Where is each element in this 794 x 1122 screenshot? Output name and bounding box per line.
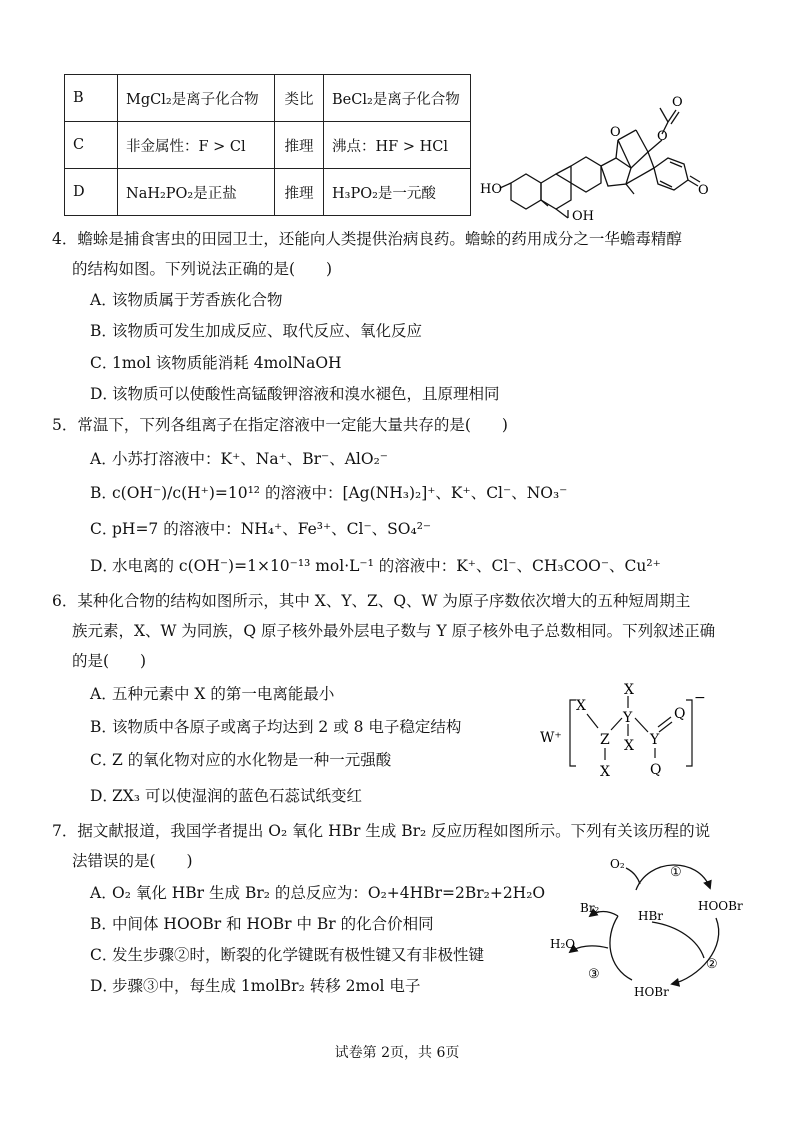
option-text: O₂ 氧化 HBr 生成 Br₂ 的总反应为：O₂+4HBr=2Br₂+2H₂O [112,884,546,902]
q6-stem-line3: 的是( ) [72,652,147,670]
diagram-x-label: X [600,764,610,780]
option-text: 该物质可发生加成反应、取代反应、氧化反应 [112,322,423,340]
q7-option-b[interactable] [90,913,434,935]
diagram-x-label: X [624,682,634,698]
w-cation-label: W⁺ [540,730,562,746]
option-label: B． [90,915,117,933]
q4-option-a[interactable] [90,289,283,311]
table-row [65,75,471,122]
q5-stem: 5．常温下，下列各组离子在指定溶液中一定能大量共存的是( ) [52,416,508,434]
q6-option-d[interactable] [90,785,362,807]
q7-option-d[interactable] [90,975,420,997]
row-right: BeCl₂是离子化合物 [324,75,471,122]
option-text: 该物质中各原子或离子均达到 2 或 8 电子稳定结构 [112,718,462,736]
row-method: 类比 [275,75,324,122]
q4-stem-line2: 的结构如图。下列说法正确的是( ) [72,260,333,278]
cycle-br2-label: Br₂ [580,901,600,915]
q7-stem-line1: 7．据文献报道，我国学者提出 O₂ 氧化 HBr 生成 Br₂ 反应历程如图所示。下列有关该历程的说 [52,822,711,840]
option-label: B． [90,484,117,502]
q7-option-a[interactable] [90,882,545,904]
option-text: 该物质属于芳香族化合物 [112,291,283,309]
row-key: C [65,122,118,169]
row-method: 推理 [275,122,324,169]
steroid-structure-diagram [476,88,746,228]
diagram-q-label: Q [650,762,662,778]
option-label: C． [90,354,118,372]
q4-stem-line1: 4．蟾蜍是捕食害虫的田园卫士，还能向人类提供治病良药。蟾蜍的药用成分之一华蟾毒精醇 [52,230,682,248]
option-text: 发生步骤②时，断裂的化学键既有极性键又有非极性键 [112,946,485,964]
option-label: D． [90,557,118,575]
mol-ester-o: O [657,129,668,144]
row-method: 推理 [275,169,324,216]
table-row [65,169,471,216]
cycle-step2-label: ② [706,957,718,972]
option-text: 小苏打溶液中：K⁺、Na⁺、Br⁻、AlO₂⁻ [112,450,388,468]
diagram-q-label: Q [674,706,686,722]
table-row [65,122,471,169]
q4-option-c[interactable] [90,352,342,374]
option-label: D． [90,385,118,403]
cycle-hoobr-label: HOOBr [698,899,743,913]
option-label: A． [90,685,117,703]
option-text: ZX₃ 可以使湿润的蓝色石蕊试纸变红 [112,787,362,805]
option-label: D． [90,977,118,995]
diagram-y-label: Y [650,732,660,748]
option-label: A． [90,884,117,902]
cycle-hbr-label: HBr [638,909,664,923]
row-key: D [65,169,118,216]
mol-carbonyl-o: O [672,95,683,110]
mol-lactone-o: O [698,183,709,198]
compound-structure-diagram [536,680,716,780]
q6-option-b[interactable] [90,716,461,738]
q5-option-c[interactable] [90,518,431,540]
page-footer: 试卷第 2页，共 6页 [334,1045,460,1061]
q6-stem-line2: 族元素，X、W 为同族，Q 原子核外最外层电子数与 Y 原子核外电子总数相同。下列叙述正确 [72,622,716,640]
q5-option-d[interactable] [90,555,661,577]
diagram-x-label: X [576,698,586,714]
option-text: 步骤③中，每生成 1molBr₂ 转移 2mol 电子 [112,977,421,995]
comparison-table [64,74,471,216]
row-right: 沸点：HF > HCl [324,122,471,169]
cycle-hobr-label: HOBr [634,985,669,999]
option-label: C． [90,946,118,964]
row-left: NaH₂PO₂是正盐 [118,169,275,216]
option-label: A． [90,291,117,309]
diagram-y-label: Y [623,710,633,726]
option-text: Z 的氧化物对应的水化物是一种一元强酸 [112,751,392,769]
q4-option-b[interactable] [90,320,422,342]
option-text: 1mol 该物质能消耗 4molNaOH [112,354,342,372]
q5-option-b[interactable] [90,482,567,504]
diagram-z-label: Z [600,732,610,748]
option-text: 中间体 HOOBr 和 HOBr 中 Br 的化合价相同 [112,915,434,933]
cycle-o2-label: O₂ [610,857,625,871]
option-text: 五种元素中 X 的第一电离能最小 [112,685,335,703]
q6-option-a[interactable] [90,683,334,705]
option-label: C． [90,751,118,769]
option-text: c(OH⁻)/c(H⁺)=10¹² 的溶液中：[Ag(NH₃)₂]⁺、K⁺、Cl⁻、NO₃⁻ [112,484,568,502]
option-text: 该物质可以使酸性高锰酸钾溶液和溴水褪色，且原理相同 [112,385,500,403]
diagram-charge-label: − [694,690,706,706]
row-left: MgCl₂是离子化合物 [118,75,275,122]
q4-option-d[interactable] [90,383,500,405]
mol-epoxide-o: O [610,125,621,140]
diagram-x-label: X [624,738,634,754]
q7-option-c[interactable] [90,944,484,966]
option-text: pH=7 的溶液中：NH₄⁺、Fe³⁺、Cl⁻、SO₄²⁻ [112,520,432,538]
reaction-cycle-diagram [548,848,748,1000]
option-label: D． [90,787,118,805]
option-label: C． [90,520,118,538]
cycle-step1-label: ① [670,865,682,880]
mol-oh-label: OH [572,209,594,224]
mol-ho-label: HO [480,182,502,197]
option-text: 水电离的 c(OH⁻)=1×10⁻¹³ mol·L⁻¹ 的溶液中：K⁺、Cl⁻、CH₃COO⁻、Cu²⁺ [112,557,661,575]
q6-stem-line1: 6．某种化合物的结构如图所示，其中 X、Y、Z、Q、W 为原子序数依次增大的五种短周期主 [52,592,691,610]
option-label: A． [90,450,117,468]
cycle-step3-label: ③ [588,967,600,982]
row-left: 非金属性：F > Cl [118,122,275,169]
q6-option-c[interactable] [90,749,391,771]
q5-option-a[interactable] [90,448,388,470]
option-label: B． [90,322,117,340]
row-key: B [65,75,118,122]
cycle-h2o-label: H₂O [550,937,576,951]
q7-stem-line2: 法错误的是( ) [72,852,193,870]
option-label: B． [90,718,117,736]
row-right: H₃PO₂是一元酸 [324,169,471,216]
